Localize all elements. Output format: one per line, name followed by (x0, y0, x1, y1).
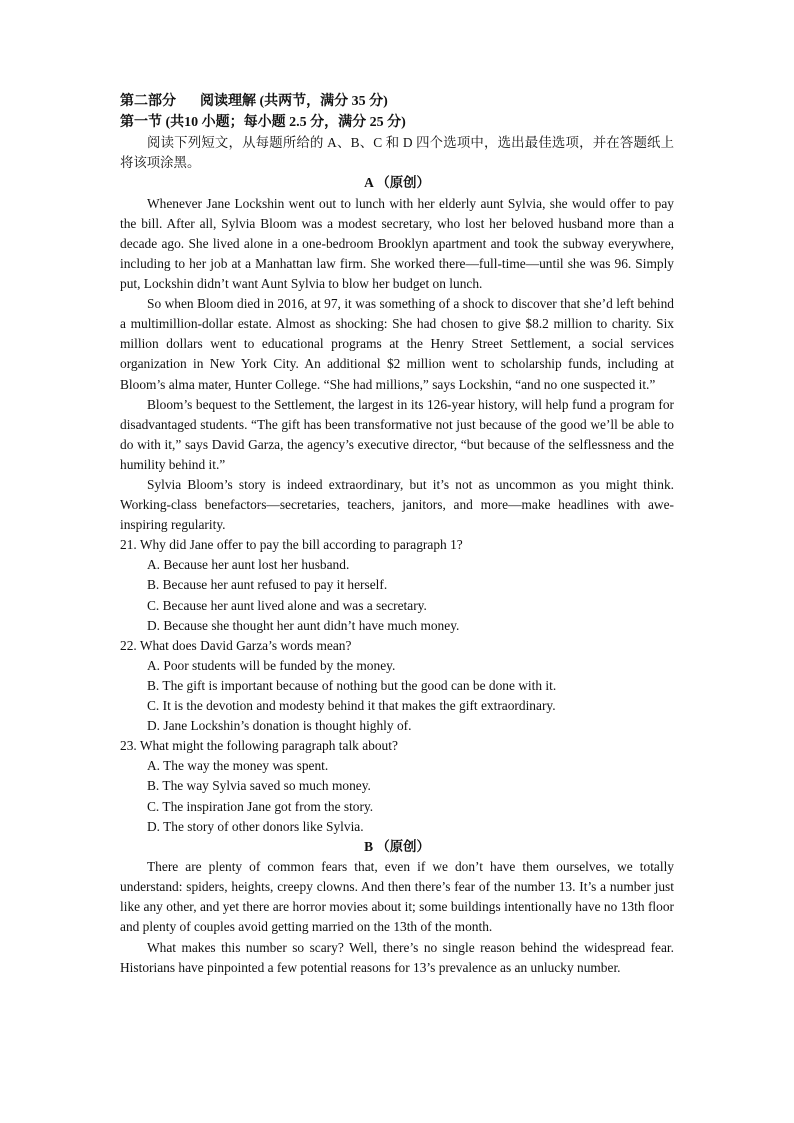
option-c: C. It is the devotion and modesty behind it that makes the gift extraordinary. (147, 698, 556, 714)
exam-page (120, 92, 674, 978)
option-b: B. The way Sylvia saved so much money. (147, 778, 371, 794)
option-d: D. Because she thought her aunt didn’t have much money. (147, 617, 460, 633)
option-b: B. Because her aunt refused to pay it herself. (147, 577, 388, 593)
part-label: 第二部分 (120, 94, 176, 109)
passage-a-paragraph-1: Whenever Jane Lockshin went out to lunch with her elderly aunt Sylvia, she would offer to pay the bill. After all, Sylvia Bloom was a modest secretary, who lost her beloved husband more than a decade ago. She lived alone in a one-bedroom Brooklyn apartment and took the subway everywhere, including to her job at a Manhattan law firm. She worked there—full-time—until she was 96. Simply put, Lockshin didn’t want Aunt Sylvia to blow her budget on lunch. (120, 195, 674, 292)
option-a: A. Poor students will be funded by the money. (147, 657, 396, 673)
passage-a-paragraph-4: Sylvia Bloom’s story is indeed extraordinary, but it’s not as uncommon as you might think. Working-class benefactors—secretaries, teachers, janitors, and more—make headlines with awe-inspiring regularity. (120, 477, 674, 533)
passage-b-paragraph-1: There are plenty of common fears that, even if we don’t have them ourselves, we totally understand: spiders, heights, creepy clowns. And then there’s fear of the number 13. It’s a number just like any other, and yet there are horror movies about it; some buildings intentionally have no 13th floor and plenty of couples avoid getting married on the 13th of the month. (120, 859, 674, 935)
question-stem: 22. What does David Garza’s words mean? (120, 637, 352, 653)
passage-a-paragraph-2: So when Bloom died in 2016, at 97, it was something of a shock to discover that she’d left behind a multimillion-dollar estate. Almost as shocking: She had chosen to give $8.2 million to charity. Six million dollars went to educational programs at the Henry Street Settlement, a social services organization in New York City. An additional $2 million went to scholarship funds, including at Bloom’s alma mater, Hunter College. “She had millions,” says Lockshin, “and no one suspected it.” (120, 296, 674, 392)
passage-b-heading: B （原创） (364, 838, 430, 854)
option-c: C. The inspiration Jane got from the story. (147, 798, 374, 814)
section-heading: 第一节 (共10 小题；每小题 2.5 分，满分 25 分) (120, 114, 406, 130)
passage-a-paragraph-3: Bloom’s bequest to the Settlement, the largest in its 126-year history, will help fund a program for disadvantaged students. “The gift has been transformative not just because of the good we’ll be able to do with it,” says David Garza, the agency’s executive director, “but because of the selflessness and the humility behind it.” (120, 396, 674, 472)
option-a: A. Because her aunt lost her husband. (147, 557, 350, 573)
option-c: C. Because her aunt lived alone and was a secretary. (147, 597, 427, 613)
question-stem: 23. What might the following paragraph talk about? (120, 738, 398, 754)
passage-a-heading: A （原创） (364, 175, 430, 191)
option-d: D. Jane Lockshin’s donation is thought highly of. (147, 718, 412, 734)
part-title: 阅读理解 (共两节，满分 35 分) (200, 94, 388, 109)
question-23 (120, 736, 674, 836)
question-21 (120, 535, 674, 635)
instructions: 阅读下列短文，从每题所给的 A、B、C 和 D 四个选项中，选出最佳选项，并在答题纸上将该项涂黑。 (120, 135, 674, 171)
question-22 (120, 636, 674, 736)
passage-b-paragraph-2: What makes this number so scary? Well, there’s no single reason behind the widespread fear. Historians have pinpointed a few potential reasons for 13’s prevalence as an unlucky number. (120, 939, 674, 975)
option-d: D. The story of other donors like Sylvia. (147, 818, 364, 834)
option-a: A. The way the money was spent. (147, 758, 329, 774)
option-b: B. The gift is important because of nothing but the good can be done with it. (147, 677, 557, 693)
part-heading (120, 92, 674, 113)
question-stem: 21. Why did Jane offer to pay the bill according to paragraph 1? (120, 537, 463, 553)
